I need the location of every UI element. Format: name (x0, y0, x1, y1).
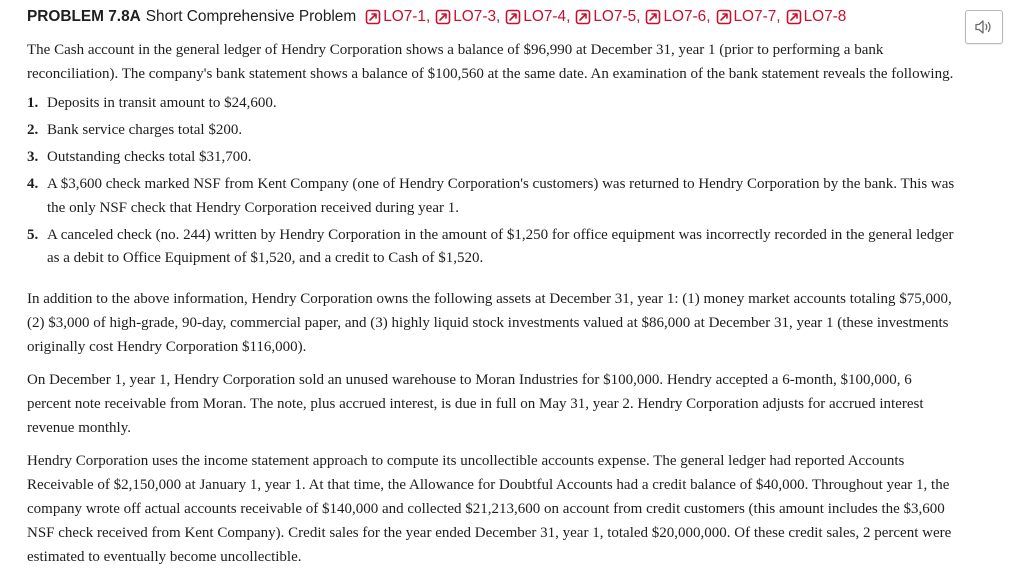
list-item (27, 146, 957, 170)
external-link-icon (786, 9, 802, 25)
external-link-icon (575, 9, 591, 25)
list-item (27, 224, 957, 271)
problem-content (27, 38, 957, 569)
list-item (27, 92, 957, 116)
lo-label: LO7-1 (383, 8, 426, 25)
lo-label: LO7-7 (733, 8, 777, 25)
list-item (27, 173, 957, 220)
lo-label: LO7-8 (803, 8, 847, 25)
audio-button[interactable] (965, 10, 1003, 44)
lo-separator: , (776, 8, 781, 25)
lo-link-4[interactable] (570, 8, 640, 26)
item-number: 1. (27, 95, 39, 111)
uncollectible-accounts-paragraph: Hendry Corporation uses the income statement approach to compute its uncollectible accounts expense. The general ledger had reported Accounts Receivable of $2,150,000 at January 1, year 1. At that time, the Allowance for Doubtful Accounts had a credit balance of $40,000. Throughout year 1, the company wrote off actual accounts receivable of $140,000 and collected $21,213,600 on account from credit customers (this amount includes the $3,600 NSF check received from Kent Company). Credit sales for the year ended December 31, year 1, totaled $20,000,000. Of these credit sales, 2 percent were estimated to eventually become uncollectible. (27, 452, 952, 565)
lo-link-3[interactable] (500, 8, 570, 26)
problem-header (27, 6, 846, 28)
lo-separator: , (566, 8, 571, 25)
external-link-icon (505, 9, 521, 25)
lo-link-1[interactable] (360, 8, 430, 26)
lo-separator: , (425, 8, 431, 25)
lo-separator: , (706, 8, 711, 25)
lo-label: LO7-5 (593, 8, 637, 25)
item-text: Deposits in transit amount to $24,600. (47, 95, 277, 111)
item-number: 4. (27, 176, 39, 192)
numbered-list (27, 92, 957, 271)
lo-label: LO7-4 (523, 8, 567, 25)
external-link-icon (435, 9, 451, 25)
lo-link-2[interactable] (430, 8, 500, 26)
item-text: A $3,600 check marked NSF from Kent Company (one of Hendry Corporation's customers) was returned to Hendry Corporation by the bank. This was the only NSF check that Hendry Corporation received during year 1. (47, 176, 955, 216)
lo-label: LO7-3 (453, 8, 497, 25)
item-text: Outstanding checks total $31,700. (47, 149, 252, 165)
item-text: Bank service charges total $200. (47, 122, 243, 138)
list-item (27, 119, 957, 143)
external-link-icon (716, 9, 732, 25)
assets-paragraph: In addition to the above information, Hendry Corporation owns the following assets at December 31, year 1: (1) money market accounts totaling $75,000, (2) $3,000 of high-grade, 90-day, commercial paper, and (3) highly liquid stock investments valued at $86,000 at December 31, year 1 (these investments originally cost Hendry Corporation $116,000). (27, 290, 952, 355)
intro-paragraph: The Cash account in the general ledger of Hendry Corporation shows a balance of $96,990 at December 31, year 1 (prior to performing a bank reconciliation). The company's bank statement shows a balance of $100,560 at the same date. An examination of the bank statement reveals the following. (27, 42, 954, 82)
lo-link-6[interactable] (711, 8, 781, 26)
problem-number: PROBLEM 7.8A (27, 8, 141, 25)
speaker-icon (974, 19, 994, 35)
lo-separator: , (496, 8, 501, 25)
external-link-icon (645, 9, 661, 25)
external-link-icon (365, 9, 381, 25)
item-number: 3. (27, 149, 39, 165)
item-number: 5. (27, 226, 39, 243)
lo-separator: , (636, 8, 641, 25)
lo-label: LO7-6 (663, 8, 707, 25)
lo-link-5[interactable] (640, 8, 710, 26)
lo-link-7[interactable] (781, 8, 847, 26)
problem-title: Short Comprehensive Problem (145, 8, 357, 25)
note-receivable-paragraph: On December 1, year 1, Hendry Corporation sold an unused warehouse to Moran Industries for $100,000. Hendry accepted a 6-month, $100,000, 6 percent note receivable from Moran. The note, plus accrued interest, is due in full on May 31, year 2. Hendry Corporation adjusts for accrued interest revenue monthly. (27, 371, 924, 436)
item-number: 2. (27, 122, 39, 138)
item-text: A canceled check (no. 244) written by Hendry Corporation in the amount of $1,250 for office equipment was incorrectly recorded in the general ledger as a debit to Office Equipment of $1,520, and a credit to Cash of $1,520. (47, 226, 954, 266)
